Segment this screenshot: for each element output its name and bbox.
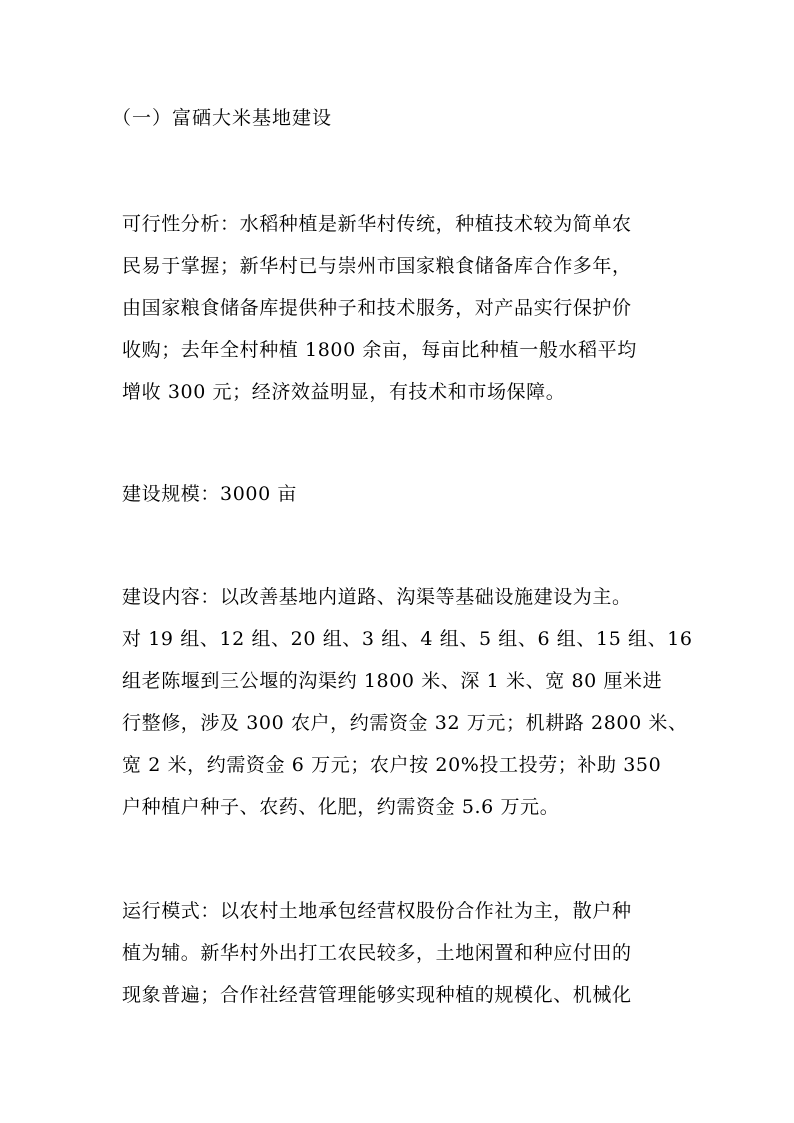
paragraph-line: 建设规模：3000 亩 — [122, 483, 297, 505]
paragraph-line: 民易于掌握；新华村已与崇州市国家粮食储备库合作多年， — [122, 255, 632, 277]
paragraph-scale — [122, 473, 694, 515]
paragraph-line: 可行性分析：水稻种植是新华村传统，种植技术较为简单农 — [122, 213, 632, 235]
paragraph-line: 运行模式：以农村土地承包经营权股份合作社为主，散户种 — [122, 900, 632, 922]
section-heading: （一）富硒大米基地建设 — [112, 107, 333, 129]
paragraph-line: 组老陈堰到三公堰的沟渠约 1800 米、深 1 米、宽 80 厘米进 — [122, 670, 663, 692]
paragraph-line: 户种植户种子、农药、化肥，约需资金 5.6 万元。 — [122, 796, 560, 818]
paragraph-operation-mode — [122, 890, 694, 1016]
paragraph-line: 收购；去年全村种植 1800 余亩，每亩比种植一般水稻平均 — [122, 339, 637, 361]
paragraph-line: 建设内容：以改善基地内道路、沟渠等基础设施建设为主。 — [122, 586, 632, 608]
paragraph-feasibility — [122, 203, 694, 413]
paragraph-line: 行整修，涉及 300 农户，约需资金 32 万元；机耕路 2800 米、 — [122, 712, 688, 734]
paragraph-line: 增收 300 元；经济效益明显，有技术和市场保障。 — [122, 381, 566, 403]
paragraph-line: 植为辅。新华村外出打工农民较多，土地闲置和种应付田的 — [122, 942, 632, 964]
paragraph-line: 由国家粮食储备库提供种子和技术服务，对产品实行保护价 — [122, 297, 632, 319]
paragraph-line: 宽 2 米，约需资金 6 万元；农户按 20%投工投劳；补助 350 — [122, 754, 662, 776]
paragraph-line: 对 19 组、12 组、20 组、3 组、4 组、5 组、6 组、15 组、16 — [122, 628, 693, 650]
paragraph-content — [122, 576, 694, 828]
paragraph-line: 现象普遍；合作社经营管理能够实现种植的规模化、机械化 — [122, 984, 632, 1006]
